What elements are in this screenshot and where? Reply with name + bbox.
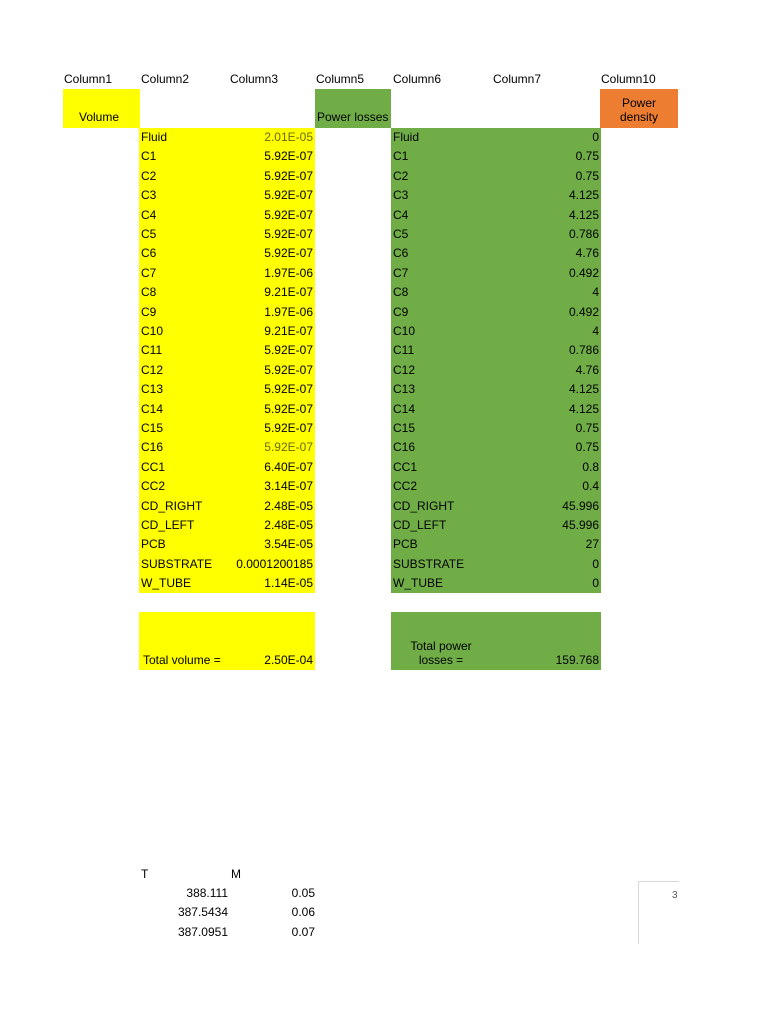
volume-row-value: 5.92E-07 [264, 440, 313, 455]
power-row-label: C9 [393, 304, 409, 319]
volume-table [139, 128, 315, 593]
power-density-title-line1: Power [621, 96, 656, 110]
volume-row-value: 5.92E-07 [264, 401, 313, 416]
power-row [391, 400, 601, 420]
power-row [391, 535, 601, 555]
volume-row [139, 206, 315, 226]
total-power-label-line1: Total power [410, 639, 472, 653]
power-row [391, 497, 601, 517]
power-row-value: 4 [592, 285, 599, 300]
volume-row-label: CC1 [141, 459, 166, 474]
volume-row [139, 400, 315, 420]
volume-row-label: C8 [141, 285, 157, 300]
total-volume-value: 2.50E-04 [264, 653, 313, 667]
volume-row [139, 361, 315, 381]
power-row-value: 0 [592, 130, 599, 144]
power-row-label: C8 [393, 285, 409, 300]
volume-row [139, 380, 315, 400]
volume-row-value: 9.21E-07 [264, 285, 313, 300]
power-row [391, 555, 601, 575]
power-row-label: Fluid [393, 130, 420, 144]
volume-row-label: C13 [141, 382, 164, 397]
volume-row-label: C7 [141, 265, 157, 280]
volume-row-value: 3.14E-07 [264, 479, 313, 494]
column-header-6: Column6 [393, 72, 442, 86]
power-losses-title: Power losses [317, 110, 389, 124]
power-row-value: 4.76 [575, 362, 599, 377]
volume-row [139, 555, 315, 575]
power-row-value: 0.786 [568, 343, 599, 358]
tm-header-m: M [231, 867, 241, 881]
volume-row [139, 497, 315, 517]
power-row-value: 0.492 [568, 304, 599, 319]
volume-row [139, 303, 315, 323]
volume-title-cell [63, 89, 140, 128]
volume-row [139, 167, 315, 187]
volume-row [139, 341, 315, 361]
column-header-7: Column7 [493, 72, 542, 86]
tm-row-1-m: 0.05 [291, 886, 315, 900]
power-density-title-cell [600, 89, 678, 128]
power-row-value: 0.492 [568, 265, 599, 280]
power-losses-title-cell [315, 89, 391, 128]
volume-row-label: C1 [141, 149, 157, 164]
power-row [391, 283, 601, 303]
power-row-label: C7 [393, 265, 409, 280]
volume-row [139, 128, 315, 148]
power-row-value: 0 [592, 576, 599, 591]
volume-row [139, 477, 315, 497]
volume-row-label: CC2 [141, 479, 166, 494]
volume-row [139, 419, 315, 439]
tm-row-2-t: 387.5434 [177, 905, 228, 919]
volume-row-value: 1.14E-05 [264, 576, 313, 591]
volume-row [139, 186, 315, 206]
tm-row-3-m: 0.07 [291, 925, 315, 939]
column-header-5: Column5 [316, 72, 365, 86]
volume-row [139, 516, 315, 536]
volume-row-value: 2.48E-05 [264, 498, 313, 513]
volume-row-value: 0.0001200185 [236, 556, 313, 571]
power-row-value: 27 [585, 537, 599, 552]
power-row [391, 419, 601, 439]
power-row-label: C4 [393, 207, 409, 222]
power-row [391, 458, 601, 478]
volume-row-label: C3 [141, 188, 157, 203]
volume-row [139, 264, 315, 284]
volume-row-value: 1.97E-06 [264, 265, 313, 280]
power-row [391, 477, 601, 497]
power-row-value: 4.125 [568, 207, 599, 222]
power-row-label: CC1 [393, 459, 418, 474]
volume-row-label: C9 [141, 304, 157, 319]
power-row-value: 0.786 [568, 227, 599, 241]
volume-row-label: CD_RIGHT [141, 498, 203, 513]
power-row-value: 0.8 [582, 459, 599, 474]
power-row [391, 303, 601, 323]
total-power-cell [391, 612, 601, 670]
volume-row-value: 1.97E-06 [264, 304, 313, 319]
power-row-value: 4 [592, 324, 599, 338]
volume-row-value: 5.92E-07 [264, 227, 313, 241]
volume-row-value: 5.92E-07 [264, 343, 313, 358]
tm-row-2-m: 0.06 [291, 905, 315, 919]
volume-row-label: C16 [141, 440, 164, 455]
power-row [391, 206, 601, 226]
power-row [391, 516, 601, 536]
power-row-label: SUBSTRATE [393, 556, 465, 571]
tm-row-1-t: 388.111 [186, 886, 228, 900]
power-row-label: C11 [393, 343, 415, 358]
power-row-value: 4.125 [568, 401, 599, 416]
power-row-label: CD_RIGHT [393, 498, 455, 513]
power-row-value: 0.4 [582, 479, 599, 494]
volume-row [139, 147, 315, 167]
power-row-label: C13 [393, 382, 416, 397]
volume-row-label: C14 [141, 401, 164, 416]
volume-row-value: 2.01E-05 [264, 130, 313, 144]
column-header-3: Column3 [230, 72, 279, 86]
volume-row-value: 2.48E-05 [264, 518, 313, 532]
volume-row [139, 283, 315, 303]
embedded-chart-fragment-text: 3 [672, 890, 678, 901]
power-row-label: C10 [393, 324, 416, 338]
volume-row-label: Fluid [141, 130, 168, 144]
column-header-10: Column10 [601, 72, 656, 86]
volume-row-label: C12 [141, 362, 164, 377]
tm-header-t: T [141, 867, 149, 881]
power-row [391, 186, 601, 206]
power-row-value: 0.75 [575, 421, 599, 435]
power-row-label: W_TUBE [393, 576, 444, 591]
power-row [391, 322, 601, 342]
power-row-label: C14 [393, 401, 416, 416]
volume-title: Volume [79, 110, 120, 124]
power-row-value: 4.76 [575, 246, 599, 261]
volume-row [139, 438, 315, 458]
column-header-1: Column1 [64, 72, 113, 86]
volume-row-label: C4 [141, 207, 157, 222]
power-row [391, 128, 601, 148]
embedded-chart-fragment[interactable] [638, 881, 679, 944]
power-row-value: 4.125 [568, 382, 599, 397]
power-row [391, 225, 601, 245]
power-density-title-line2: density [619, 110, 659, 124]
power-row-value: 0.75 [575, 440, 599, 455]
total-volume-label: Total volume = [143, 653, 221, 667]
power-row-label: CD_LEFT [393, 518, 447, 532]
power-row-value: 45.996 [562, 518, 599, 532]
volume-row-value: 5.92E-07 [264, 207, 313, 222]
volume-row [139, 574, 315, 594]
volume-row-value: 5.92E-07 [264, 362, 313, 377]
volume-row-value: 5.92E-07 [264, 188, 313, 203]
power-row [391, 361, 601, 381]
volume-row-label: C15 [141, 421, 164, 435]
power-row-label: PCB [393, 537, 418, 552]
power-row-label: C2 [393, 168, 409, 183]
volume-row-value: 5.92E-07 [264, 149, 313, 164]
power-row-label: C12 [393, 362, 416, 377]
volume-row-value: 9.21E-07 [264, 324, 313, 338]
volume-row [139, 244, 315, 264]
power-row-label: C1 [393, 149, 409, 164]
column-header-2: Column2 [141, 72, 190, 86]
volume-row-value: 3.54E-05 [264, 537, 313, 552]
power-row [391, 264, 601, 284]
volume-row [139, 535, 315, 555]
power-row-label: C5 [393, 227, 409, 241]
volume-row-value: 5.92E-07 [264, 246, 313, 261]
power-row [391, 167, 601, 187]
volume-row [139, 322, 315, 342]
power-row-value: 0 [592, 556, 599, 571]
volume-row-label: C2 [141, 168, 157, 183]
volume-row [139, 458, 315, 478]
volume-row-label: W_TUBE [141, 576, 192, 591]
power-row-label: C16 [393, 440, 416, 455]
volume-row-label: C11 [141, 343, 163, 358]
power-row [391, 244, 601, 264]
power-row-value: 45.996 [562, 498, 599, 513]
volume-row-value: 5.92E-07 [264, 421, 313, 435]
power-row-value: 0.75 [575, 168, 599, 183]
power-row [391, 574, 601, 594]
volume-row-label: CD_LEFT [141, 518, 195, 532]
power-row-label: C15 [393, 421, 416, 435]
power-row-value: 4.125 [568, 188, 599, 203]
power-row [391, 147, 601, 167]
volume-row-value: 5.92E-07 [264, 382, 313, 397]
power-row [391, 380, 601, 400]
power-row-label: C6 [393, 246, 409, 261]
power-row [391, 438, 601, 458]
power-row-label: CC2 [393, 479, 418, 494]
volume-row-label: SUBSTRATE [141, 556, 213, 571]
volume-row-value: 5.92E-07 [264, 168, 313, 183]
volume-row-label: C5 [141, 227, 157, 241]
total-volume-cell [139, 612, 315, 670]
tm-row-3-t: 387.0951 [177, 925, 228, 939]
total-power-label-line2: losses = [418, 653, 464, 667]
power-losses-table [391, 128, 601, 593]
volume-row-value: 6.40E-07 [264, 459, 313, 474]
power-row [391, 341, 601, 361]
power-row-value: 0.75 [575, 149, 599, 164]
total-power-value: 159.768 [555, 653, 599, 667]
volume-row-label: C6 [141, 246, 157, 261]
volume-row-label: PCB [141, 537, 166, 552]
volume-row-label: C10 [141, 324, 164, 338]
power-row-label: C3 [393, 188, 409, 203]
volume-row [139, 225, 315, 245]
